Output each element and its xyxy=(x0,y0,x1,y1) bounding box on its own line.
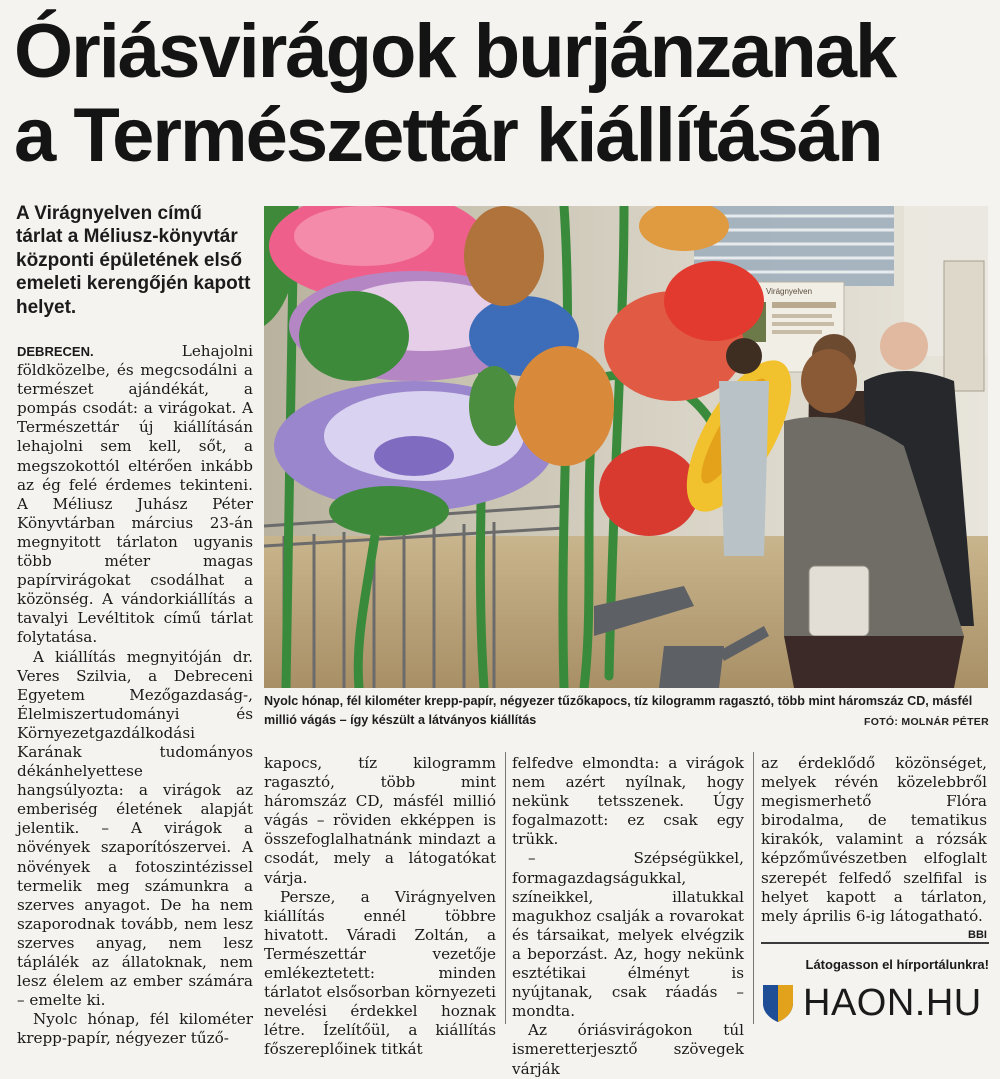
article-headline xyxy=(14,10,989,178)
article-photo xyxy=(264,206,988,688)
column-divider xyxy=(753,752,754,1024)
headline-line-2: a Természettár kiállításán xyxy=(14,93,882,178)
photo-credit: FOTÓ: MOLNÁR PÉTER xyxy=(864,716,989,728)
paragraph: A kiállítás megnyitóján dr. Veres Szilvia, a Debreceni Egyetem Mezőgazdaság-, Élelmiszertudományi és Környezetgazdálkodási Karának tudományos dékánhelyettese hangsúlyozta: a virágok az emberiség életének alapját jelentik. – A virágok a növények szaporítószervei. A növények a fotoszintézissel termelik meg számunkra a szerves anyagot. De ha nem szaporodnak tovább, nem lesz szerves anyag, nem lesz táplálék az állatoknak, nem lesz élelem az ember számára – emelte ki. xyxy=(17,647,253,1010)
article-column-4 xyxy=(761,754,987,945)
paragraph xyxy=(17,342,253,648)
paragraph: – Szépségükkel, formagazdagságukkal, színeikkel, illatukkal magukhoz csalják a rovarokat és társaikat, melyek elvégzik a beporzást. Az, hogy nekünk esztétikai élményt is nyújtanak, csak ráadás – mondta. xyxy=(512,849,744,1021)
svg-text:Virágnyelven: Virágnyelven xyxy=(765,287,813,296)
article-column-3 xyxy=(512,754,744,1079)
paragraph: az érdeklődő közönséget, melyek révén közelebbről megismerhető Flóra birodalma, de tematikus kirakók, valamint a rózsák képzőművészetben elfoglalt szerepét felfedő szelfifal is helyet kapott a tárlaton, mely április 6-ig látogatható. xyxy=(761,754,987,925)
haon-logo[interactable] xyxy=(761,980,991,1026)
haon-logo-text: HAON.HU xyxy=(803,981,982,1024)
column-divider xyxy=(505,752,506,1024)
article-column-2 xyxy=(264,754,496,1060)
paragraph: Persze, a Virágnyelven kiállítás ennél többre hivatott. Váradi Zoltán, a Természettár vezetője emlékeztetett: minden tárlatot elsősorban környezeti nevelési érdekkel hoznak létre. Ízelítőül, a kiállítás főszereplőinek titkát xyxy=(264,887,496,1059)
portal-promo-text: Látogasson el hírportálunkra! xyxy=(805,957,989,972)
paragraph-text: Lehajolni földközelbe, és megcsodálni a természet ajándékát, a pompás csodát: a virágokat. A Természettár új kiállításán lehajolni sem kell, sőt, a megszokottól eltérően inkább az ég felé érdemes tekinteni. A Méliusz Juhász Péter Könyvtárban március 23-án megnyitott tárlaton ugyanis több méter magas papírvirágokat csodálhat a közönség. A vándorkiállítás a tavalyi Levéltitok című tárlat folytatása. xyxy=(17,342,253,647)
haon-shield-icon xyxy=(761,983,795,1023)
paragraph: Nyolc hónap, fél kilométer krepp-papír, négyezer tűző- xyxy=(17,1010,253,1048)
paragraph: felfedve elmondta: a virágok nem azért nyílnak, hogy nekünk tetsszenek. Úgy fogalmazott: ez csak egy trükk. xyxy=(512,754,744,849)
paragraph: kapocs, tíz kilogramm ragasztó, több mint háromszáz CD, másfél millió vágás – röviden ekképpen is összefoglalhatnánk mindazt a csodát, mely a látogatókat várja. xyxy=(264,754,496,887)
headline-line-1: Óriásvirágok burjánzanak xyxy=(14,9,896,94)
article-column-1 xyxy=(17,342,253,1048)
dateline: DEBRECEN. xyxy=(17,344,94,359)
author-signature: BBI xyxy=(968,928,987,941)
paper-flowers-photo xyxy=(264,206,988,688)
paragraph: Az óriásvirágokon túl ismeretterjesztő szövegek várják xyxy=(512,1021,744,1078)
photo-caption: Nyolc hónap, fél kilométer krepp-papír, négyezer tűzőkapocs, tíz kilogramm ragasztó, több mint háromszáz CD, másfél millió vágás – így készült a látványos kiállítás xyxy=(264,694,973,727)
article-lead: A Virágnyelven című tárlat a Méliusz-könyvtár központi épületének első emeleti kerengőjén kapott helyet. xyxy=(16,203,251,318)
